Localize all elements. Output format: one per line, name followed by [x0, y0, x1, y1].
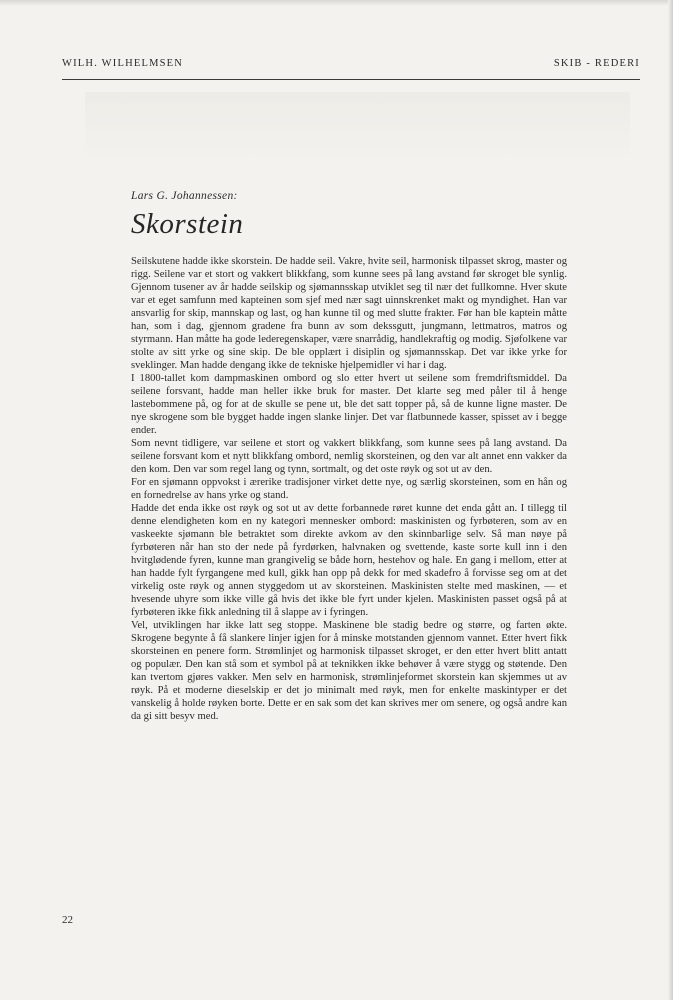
article-title: Skorstein: [131, 208, 244, 240]
header-publication: WILH. WILHELMSEN: [62, 58, 184, 69]
print-shadow: [85, 92, 630, 162]
article-paragraph: Som nevnt tidligere, var seilene et stort og vakkert blikkfang, som kunne sees på lang avstand. Da seilene forsvant kom et nytt blikkfang ombord, nemlig skorsteinen, og den var alt annet enn vakker da den kom. Den var som regel lang og tynn, sortmalt, og det oste røyk og sot ut av den.: [131, 438, 567, 475]
page-top-edge: [0, 0, 673, 6]
page-number: 22: [62, 914, 73, 926]
header-section: SKIB - REDERI: [553, 58, 640, 69]
article-byline: Lars G. Johannessen:: [131, 190, 238, 202]
running-header: [62, 58, 640, 69]
article-paragraph: Seilskutene hadde ikke skorstein. De hadde seil. Vakre, hvite seil, harmonisk tilpasset skrog, master og rigg. Seilene var et stort og vakkert blikkfang, som kunne sees på lang avstand før skroget ble synlig. Gjennom tusener av år hadde seilskip og sjømannsskap utviklet seg til nær det fullkomne. Hver skute var et eget samfunn med kapteinen som sjef med nær sagt uinnskrenket makt og myndighet. Han var ansvarlig for skip, mannskap og last, og han kunne til og med slutte frakter. Før han ble kaptein måtte han, som i dag, gjennom gradene fra bunn av som dekssgutt, jungmann, lettmatros, matros og styrmann. Han måtte ha gode lederegenskaper, være snarrådig, handlekraftig og modig. Sjøfolkene var stolte av sitt yrke og sine skip. De ble opplært i disiplin og sjømannsskap. Det var ikke yrke for sveklinger. Man hadde dengang ikke de tekniske hjelpemidler vi har i dag.: [131, 256, 567, 371]
article-paragraph: Hadde det enda ikke ost røyk og sot ut av dette forbannede røret kunne det enda gått an. I tillegg til denne elendigheten kom en ny kategori mennesker ombord: maskinisten og fyrbøteren, som av en vaskeekte sjømann ble betraktet som direkte avkom av den skinnbarlige selv. Så man nøye på fyrbøteren når han sto der nede på fyrdørken, halvnaken og svettende, kaste sorte kull inn i den hvitglødende fyren, kunne man grangivelig se både horn, hestehov og hale. En gang i mellom, etter at han hadde fylt fyrgangene med kull, gikk han opp på dekk for med skadefro å forvisse seg om at det virkelig oste røyk og annen styggedom ut av skorsteinen. Maskinisten stelte med maskinen, — et hvesende uhyre som ikke ville gå hvis det ikke ble fyrt under kjelen. Maskinisten passet også på at fyrbøteren ikke fikk anledning til å slappe av i fyringen.: [131, 503, 567, 618]
article-paragraph: I 1800-tallet kom dampmaskinen ombord og slo etter hvert ut seilene som fremdriftsmiddel. Da seilene forsvant, hadde man heller ikke bruk for master. Det klarte seg med påler til å henge lastebommene på, og for at de skulle se pene ut, ble det satt topper på, så de kunne ligne master. De nye skrogene som ble bygget hadde ingen slanke linjer. Det var flatbunnede kasser, spisset av i begge ender.: [131, 373, 567, 436]
page-right-edge: [668, 0, 673, 1000]
article-paragraph: For en sjømann oppvokst i ærerike tradisjoner virket dette nye, og særlig skorsteinen, som en hån og en fornedrelse av hans yrke og stand.: [131, 477, 567, 501]
article-body: [131, 255, 567, 723]
article-paragraph: Vel, utviklingen har ikke latt seg stoppe. Maskinene ble stadig bedre og større, og farten økte. Skrogene begynte å få slankere linjer igjen for å minske motstanden gjennom vannet. Etter hvert fikk skorsteinen en penere form. Strømlinjet og harmonisk tilpasset skroget, er den etter hvert blitt antatt og populær. Den kan stå som et symbol på at teknikken ikke behøver å være stygg og støtende. Den kan tvertom gjøres vakker. Men selv en harmonisk, strømlinjeformet skorstein kan skjemmes ut av røyk. På et moderne dieselskip er det jo minimalt med røyk, men for enkelte maskintyper er det vanskelig å holde røyken borte. Dette er en sak som det kan skrives mer om senere, og også andre kan da gi sitt besyv med.: [131, 620, 567, 722]
header-rule: [62, 79, 640, 80]
